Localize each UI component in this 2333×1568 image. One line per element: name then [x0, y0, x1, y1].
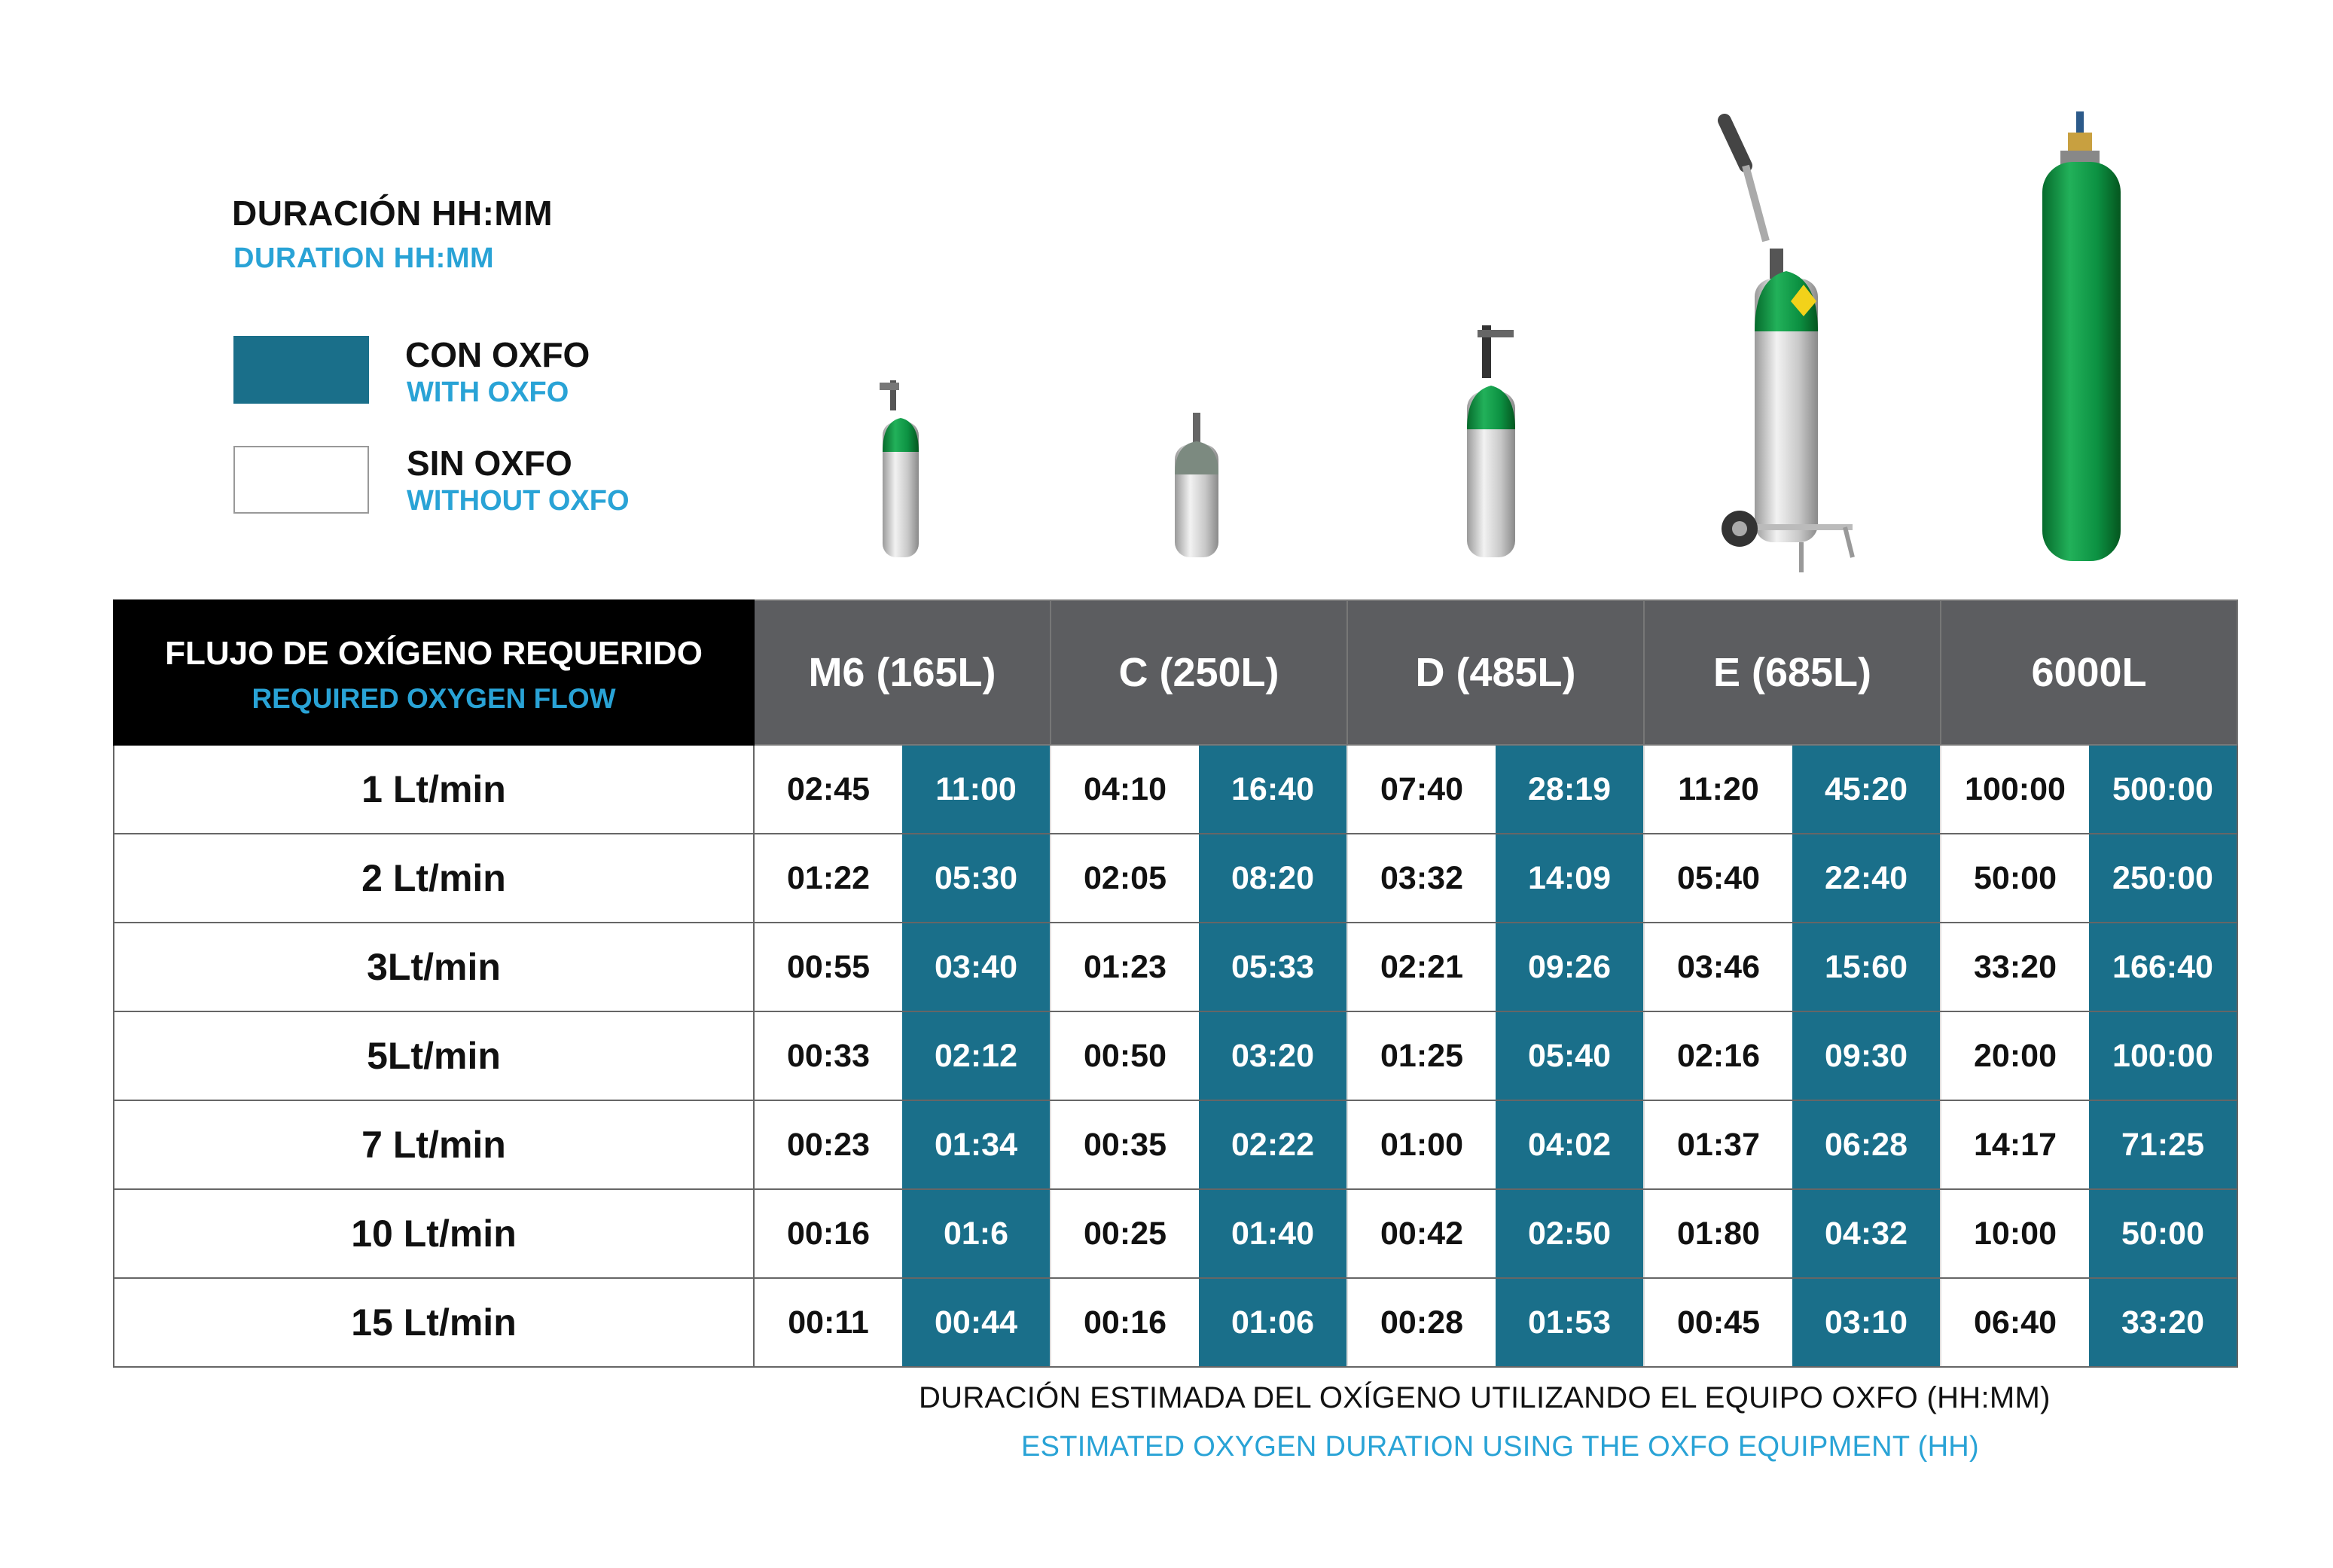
- with-oxfo-sublabel: WITH OXFO: [407, 377, 569, 408]
- without-oxfo-sublabel: WITHOUT OXFO: [407, 485, 630, 517]
- duration-with-oxfo-cell: 22:40: [1792, 834, 1941, 923]
- duration-without-oxfo-cell: 01:25: [1347, 1011, 1496, 1100]
- flow-rate-cell: 3Lt/min: [114, 923, 754, 1011]
- cylinder-header-d: D (485L): [1347, 600, 1644, 745]
- footer-title: DURACIÓN ESTIMADA DEL OXÍGENO UTILIZANDO EL EQUIPO OXFO (HH:MM): [919, 1381, 2051, 1414]
- duration-with-oxfo-cell: 01:53: [1496, 1278, 1644, 1367]
- flow-rate-cell: 10 Lt/min: [114, 1189, 754, 1278]
- duration-with-oxfo-cell: 166:40: [2089, 923, 2237, 1011]
- duration-without-oxfo-cell: 01:22: [754, 834, 902, 923]
- duration-with-oxfo-cell: 09:30: [1792, 1011, 1941, 1100]
- duration-without-oxfo-cell: 00:33: [754, 1011, 902, 1100]
- duration-with-oxfo-cell: 01:34: [902, 1100, 1051, 1189]
- legend-title: DURACIÓN HH:MM: [232, 194, 554, 233]
- duration-with-oxfo-cell: 09:26: [1496, 923, 1644, 1011]
- duration-with-oxfo-cell: 11:00: [902, 745, 1051, 834]
- duration-with-oxfo-cell: 03:20: [1199, 1011, 1347, 1100]
- duration-without-oxfo-cell: 11:20: [1644, 745, 1792, 834]
- duration-with-oxfo-cell: 03:10: [1792, 1278, 1941, 1367]
- flow-rate-cell: 15 Lt/min: [114, 1278, 754, 1367]
- duration-with-oxfo-cell: 08:20: [1199, 834, 1347, 923]
- duration-without-oxfo-cell: 00:42: [1347, 1189, 1496, 1278]
- duration-without-oxfo-cell: 00:55: [754, 923, 902, 1011]
- duration-without-oxfo-cell: 01:37: [1644, 1100, 1792, 1189]
- flow-rate-cell: 7 Lt/min: [114, 1100, 754, 1189]
- cylinder-6000l-image: [2042, 111, 2121, 561]
- table-row: [114, 1100, 2237, 1189]
- duration-without-oxfo-cell: 05:40: [1644, 834, 1792, 923]
- duration-with-oxfo-cell: 50:00: [2089, 1189, 2237, 1278]
- table-row: [114, 745, 2237, 834]
- duration-without-oxfo-cell: 00:16: [1051, 1278, 1199, 1367]
- table-row: [114, 1278, 2237, 1367]
- duration-table: [113, 599, 2238, 1368]
- duration-with-oxfo-cell: 14:09: [1496, 834, 1644, 923]
- duration-without-oxfo-cell: 00:45: [1644, 1278, 1792, 1367]
- duration-without-oxfo-cell: 07:40: [1347, 745, 1496, 834]
- duration-with-oxfo-cell: 01:40: [1199, 1189, 1347, 1278]
- duration-with-oxfo-cell: 03:40: [902, 923, 1051, 1011]
- duration-without-oxfo-cell: 14:17: [1941, 1100, 2089, 1189]
- cylinder-c-image: [1175, 413, 1218, 557]
- duration-with-oxfo-cell: 01:06: [1199, 1278, 1347, 1367]
- duration-with-oxfo-cell: 04:32: [1792, 1189, 1941, 1278]
- table-row: [114, 923, 2237, 1011]
- cylinder-header-c: C (250L): [1051, 600, 1347, 745]
- duration-without-oxfo-cell: 03:32: [1347, 834, 1496, 923]
- duration-with-oxfo-cell: 500:00: [2089, 745, 2237, 834]
- duration-with-oxfo-cell: 05:40: [1496, 1011, 1644, 1100]
- duration-with-oxfo-cell: 04:02: [1496, 1100, 1644, 1189]
- duration-without-oxfo-cell: 00:25: [1051, 1189, 1199, 1278]
- footer-subtitle: ESTIMATED OXYGEN DURATION USING THE OXFO EQUIPMENT (HH): [1021, 1431, 1980, 1463]
- duration-without-oxfo-cell: 33:20: [1941, 923, 2089, 1011]
- duration-without-oxfo-cell: 02:16: [1644, 1011, 1792, 1100]
- cylinder-m6-image: [880, 380, 919, 557]
- duration-without-oxfo-cell: 100:00: [1941, 745, 2089, 834]
- flow-rate-cell: 5Lt/min: [114, 1011, 754, 1100]
- duration-with-oxfo-cell: 02:12: [902, 1011, 1051, 1100]
- duration-with-oxfo-cell: 02:50: [1496, 1189, 1644, 1278]
- duration-with-oxfo-cell: 05:33: [1199, 923, 1347, 1011]
- legend-subtitle: DURATION HH:MM: [233, 243, 495, 274]
- duration-with-oxfo-cell: 15:60: [1792, 923, 1941, 1011]
- duration-with-oxfo-cell: 05:30: [902, 834, 1051, 923]
- duration-with-oxfo-cell: 16:40: [1199, 745, 1347, 834]
- flow-header: [114, 600, 754, 745]
- cylinder-d-image: [1467, 325, 1515, 557]
- with-oxfo-label: CON OXFO: [405, 335, 590, 374]
- duration-without-oxfo-cell: 02:21: [1347, 923, 1496, 1011]
- duration-with-oxfo-cell: 01:6: [902, 1189, 1051, 1278]
- table-row: [114, 1011, 2237, 1100]
- duration-with-oxfo-cell: 06:28: [1792, 1100, 1941, 1189]
- duration-without-oxfo-cell: 00:28: [1347, 1278, 1496, 1367]
- cylinder-e-image: [1722, 120, 1853, 572]
- duration-with-oxfo-cell: 71:25: [2089, 1100, 2237, 1189]
- duration-without-oxfo-cell: 01:00: [1347, 1100, 1496, 1189]
- duration-with-oxfo-cell: 02:22: [1199, 1100, 1347, 1189]
- duration-without-oxfo-cell: 04:10: [1051, 745, 1199, 834]
- duration-without-oxfo-cell: 10:00: [1941, 1189, 2089, 1278]
- duration-without-oxfo-cell: 00:50: [1051, 1011, 1199, 1100]
- cylinder-illustrations: [0, 0, 2333, 595]
- duration-with-oxfo-cell: 45:20: [1792, 745, 1941, 834]
- duration-without-oxfo-cell: 03:46: [1644, 923, 1792, 1011]
- duration-with-oxfo-cell: 100:00: [2089, 1011, 2237, 1100]
- cylinder-header-6000l: 6000L: [1941, 600, 2237, 745]
- flow-header-subtitle: REQUIRED OXYGEN FLOW: [252, 683, 616, 714]
- table-row: [114, 1189, 2237, 1278]
- table-header-row: [114, 600, 2237, 745]
- duration-without-oxfo-cell: 02:45: [754, 745, 902, 834]
- flow-rate-cell: 1 Lt/min: [114, 745, 754, 834]
- flow-header-title: FLUJO DE OXÍGENO REQUERIDO: [165, 635, 703, 672]
- table-row: [114, 834, 2237, 923]
- duration-without-oxfo-cell: 06:40: [1941, 1278, 2089, 1367]
- duration-without-oxfo-cell: 50:00: [1941, 834, 2089, 923]
- duration-with-oxfo-cell: 250:00: [2089, 834, 2237, 923]
- duration-without-oxfo-cell: 20:00: [1941, 1011, 2089, 1100]
- cylinder-header-m6: M6 (165L): [754, 600, 1051, 745]
- duration-with-oxfo-cell: 00:44: [902, 1278, 1051, 1367]
- cylinder-header-e: E (685L): [1644, 600, 1941, 745]
- duration-without-oxfo-cell: 02:05: [1051, 834, 1199, 923]
- duration-with-oxfo-cell: 33:20: [2089, 1278, 2237, 1367]
- flow-rate-cell: 2 Lt/min: [114, 834, 754, 923]
- duration-without-oxfo-cell: 00:23: [754, 1100, 902, 1189]
- duration-with-oxfo-cell: 28:19: [1496, 745, 1644, 834]
- duration-without-oxfo-cell: 00:11: [754, 1278, 902, 1367]
- duration-without-oxfo-cell: 00:35: [1051, 1100, 1199, 1189]
- without-oxfo-label: SIN OXFO: [407, 444, 572, 483]
- duration-without-oxfo-cell: 00:16: [754, 1189, 902, 1278]
- duration-without-oxfo-cell: 01:80: [1644, 1189, 1792, 1278]
- duration-without-oxfo-cell: 01:23: [1051, 923, 1199, 1011]
